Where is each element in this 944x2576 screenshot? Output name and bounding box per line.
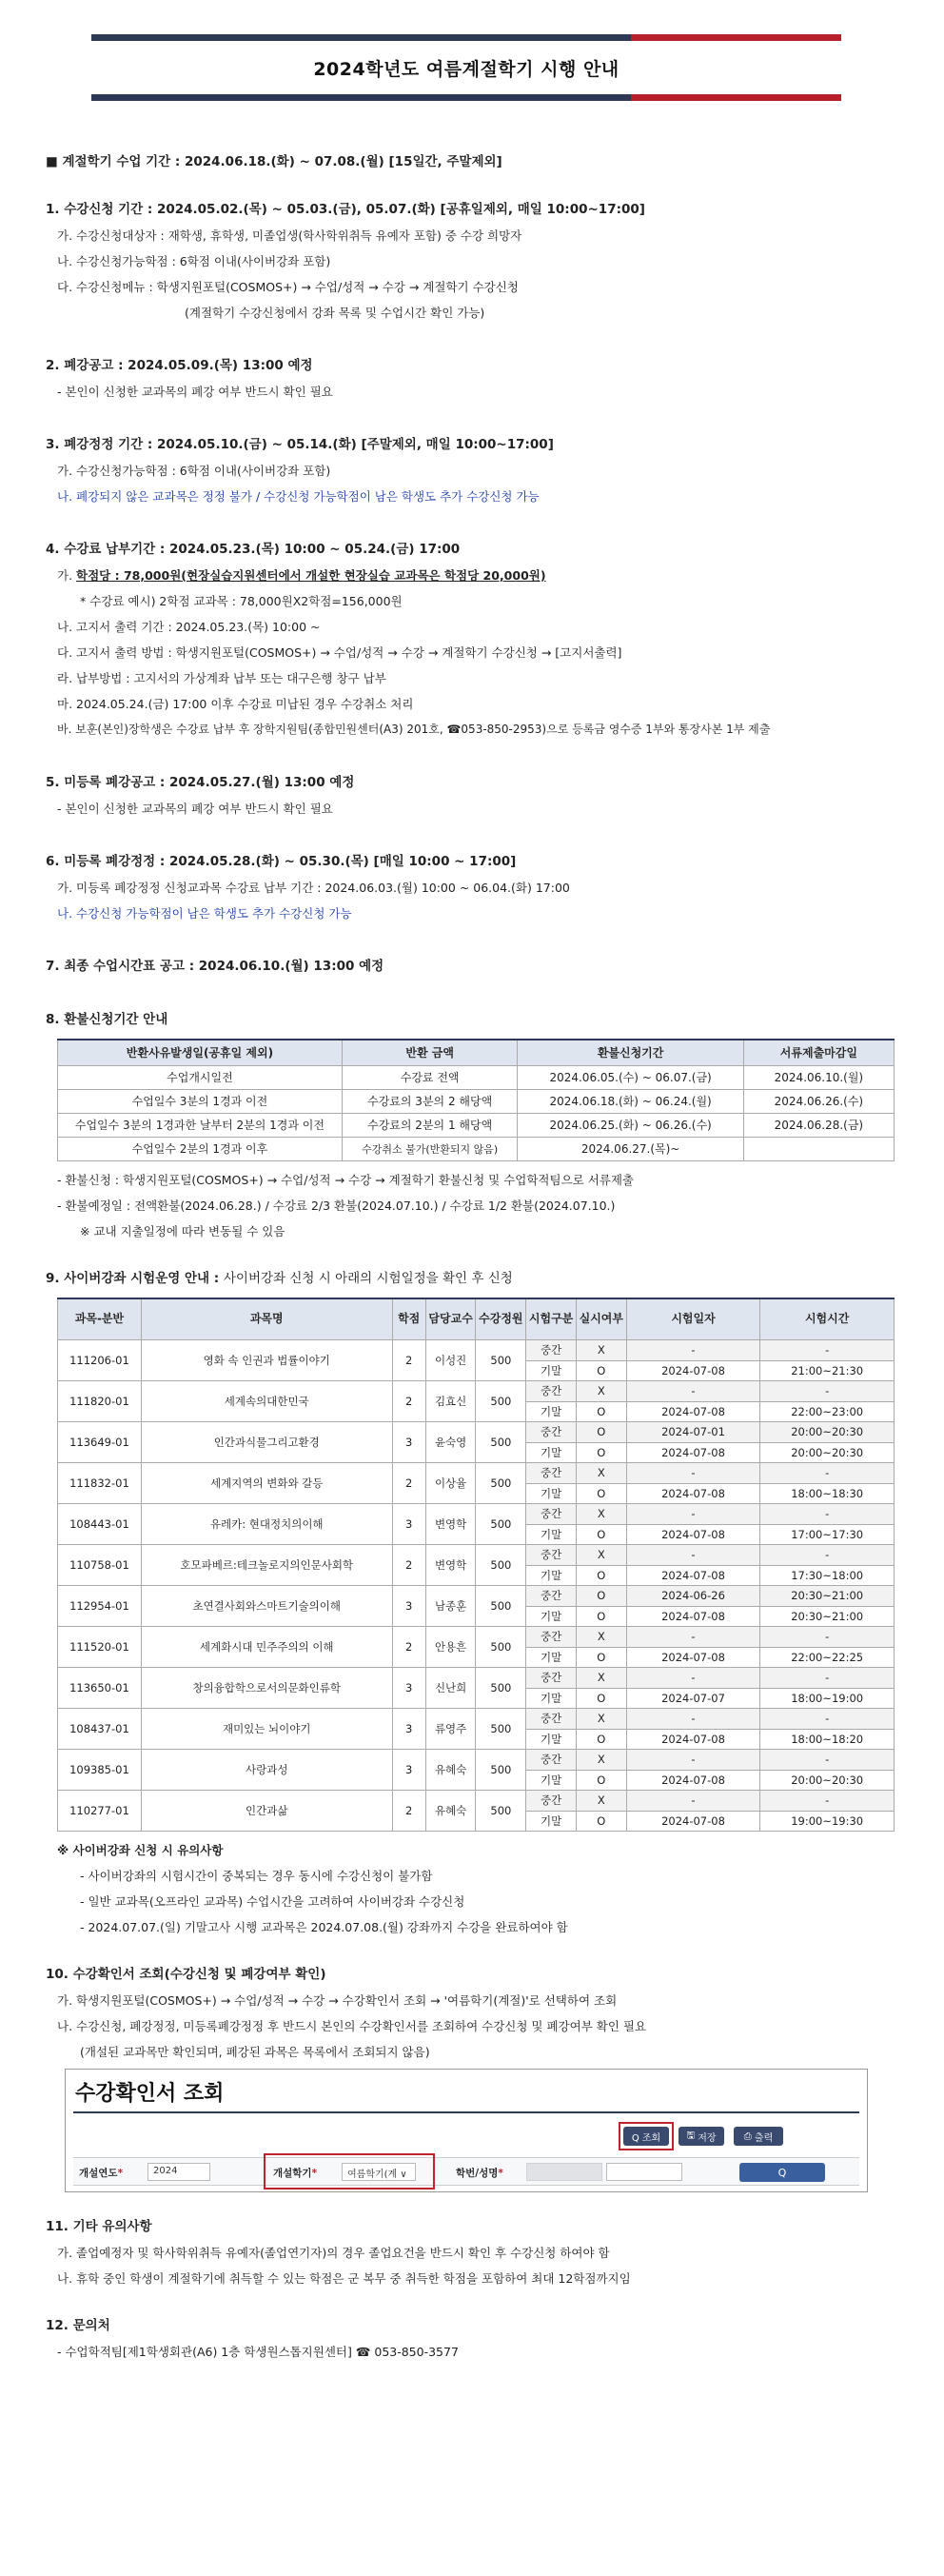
exam-cell: - (760, 1791, 895, 1812)
course-prof: 이상율 (425, 1463, 476, 1504)
section-heading: 11. 기타 유의사항 (46, 2219, 152, 2234)
search-go-button[interactable]: Q (739, 2163, 825, 2182)
course-cap: 500 (476, 1586, 526, 1627)
refund-row (58, 1113, 895, 1137)
course-cap: 500 (476, 1668, 526, 1709)
course-cap: 500 (476, 1340, 526, 1381)
section-confirmation (46, 1961, 889, 2192)
exam-row (58, 1668, 895, 1689)
exam-cell: 기말 (526, 1442, 577, 1463)
refund-note: - 환불신청 : 학생지원포털(COSMOS+) → 수업/성적 → 수강 → 계절학기 환불신청 및 수업학적팀으로 서류제출 (57, 1172, 634, 1187)
exam-cell: 기말 (526, 1401, 577, 1422)
table-cell: 수강료 전액 (342, 1065, 518, 1089)
exam-cell: - (760, 1750, 895, 1771)
section-item: 가. 수강신청대상자 : 재학생, 휴학생, 미졸업생(학사학위취득 유예자 포함) 중 수강 희망자 (57, 228, 522, 243)
section-item: 나. 휴학 중인 학생이 계절학기에 취득할 수 있는 학점은 군 복무 중 취득한 학점을 포함하여 최대 12학점까지임 (57, 2271, 631, 2286)
course-prof: 윤숙영 (425, 1422, 476, 1463)
section-heading: 2. 폐강공고 : 2024.05.09.(목) 13:00 예정 (46, 358, 313, 373)
course-code: 110758-01 (58, 1545, 142, 1586)
save-button[interactable]: 🖫 저장 (678, 2127, 724, 2146)
column-header: 반환 금액 (342, 1040, 518, 1065)
table-cell: 2024.06.26.(수) (743, 1089, 894, 1113)
exam-cell: - (626, 1750, 760, 1771)
course-code: 113649-01 (58, 1422, 142, 1463)
exam-cell: 2024-07-08 (626, 1524, 760, 1545)
exam-cell: 2024-07-08 (626, 1647, 760, 1668)
course-prof: 안용흔 (425, 1627, 476, 1668)
course-cap: 500 (476, 1381, 526, 1422)
exam-cell: 2024-07-07 (626, 1688, 760, 1709)
title-bottom-rule (91, 94, 841, 101)
section-refund (46, 1006, 889, 1244)
section-item: 가. 미등록 폐강정정 신청교과목 수강료 납부 기간 : 2024.06.03.(월) 10:00 ~ 06.04.(화) 17:00 (57, 881, 570, 895)
section-heading: 5. 미등록 폐강공고 : 2024.05.27.(월) 13:00 예정 (46, 775, 355, 790)
exam-row (58, 1627, 895, 1648)
column-header: 실시여부 (576, 1298, 626, 1340)
exam-cell: 중간 (526, 1709, 577, 1730)
refund-note: ※ 교내 지출일정에 따라 변동될 수 있음 (80, 1223, 285, 1238)
table-cell: 수강취소 불가(반환되지 않음) (342, 1137, 518, 1160)
exam-row (58, 1791, 895, 1812)
exam-cell: 20:30~21:00 (760, 1586, 895, 1607)
course-code: 112954-01 (58, 1586, 142, 1627)
section-item: 가. 수강신청가능학점 : 6학점 이내(사이버강좌 포함) (57, 464, 331, 478)
course-prof: 유혜숙 (425, 1791, 476, 1832)
title-banner (91, 34, 841, 101)
exam-cell: 기말 (526, 1811, 577, 1832)
course-cap: 500 (476, 1627, 526, 1668)
exam-row (58, 1422, 895, 1443)
screen-title: 수강확인서 조회 (75, 2082, 225, 2106)
table-cell: 수업일수 2분의 1경과 이후 (58, 1137, 343, 1160)
exam-cell: 중간 (526, 1750, 577, 1771)
exam-cell: 중간 (526, 1545, 577, 1566)
column-header: 반환사유발생일(공휴일 제외) (58, 1040, 343, 1065)
exam-cell: O (576, 1483, 626, 1504)
exam-cell: 중간 (526, 1504, 577, 1525)
exam-row (58, 1545, 895, 1566)
term-select[interactable]: 여름학기(계 ∨ (342, 2163, 416, 2181)
course-cap: 500 (476, 1709, 526, 1750)
exam-cell: 17:00~17:30 (760, 1524, 895, 1545)
exam-cell: - (760, 1545, 895, 1566)
course-cap: 500 (476, 1750, 526, 1791)
section-item: 가. 졸업예정자 및 학사학위취득 유예자(졸업연기자)의 경우 졸업요건을 반드시 확인 후 수강신청 하여야 함 (57, 2246, 610, 2260)
exam-cell: 2024-07-08 (626, 1606, 760, 1627)
section-item: 가. 학생지원포털(COSMOS+) → 수업/성적 → 수강 → 수강확인서 조회 → '여름학기(계절)'로 선택하여 조회 (57, 1993, 618, 2008)
course-name: 유레카: 현대정치의이해 (141, 1504, 392, 1545)
exam-cell: X (576, 1709, 626, 1730)
column-header: 담당교수 (425, 1298, 476, 1340)
cyber-note: - 2024.07.07.(일) 기말고사 시행 교과목은 2024.07.08.(월) 강좌까지 수강을 완료하여야 함 (80, 1920, 568, 1934)
section-item: - 본인이 신청한 교과목의 폐강 여부 반드시 확인 필요 (57, 385, 333, 399)
section-heading: 4. 수강료 납부기간 : 2024.05.23.(목) 10:00 ~ 05.24.(금) 17:00 (46, 542, 461, 557)
section-tuition (46, 536, 889, 743)
course-cap: 500 (476, 1463, 526, 1504)
course-cap: 500 (476, 1545, 526, 1586)
course-prof: 류영주 (425, 1709, 476, 1750)
exam-cell: 기말 (526, 1770, 577, 1791)
section-closure-notice (46, 352, 889, 405)
section-item: 바. 보훈(본인)장학생은 수강료 납부 후 장학지원팀(종합민원센터(A3) 201호, ☎053-850-2953)으로 등록금 영수증 1부와 통장사본 1부 제출 (57, 723, 771, 736)
course-credit: 2 (392, 1381, 425, 1422)
section-unregistered-closure (46, 769, 889, 822)
cyber-note: - 일반 교과목(오프라인 교과목) 수업시간을 고려하여 사이버강좌 수강신청 (80, 1894, 465, 1909)
search-button[interactable]: Q 조회 (623, 2127, 669, 2146)
cyber-note-heading: ※ 사이버강좌 신청 시 유의사항 (57, 1843, 224, 1857)
course-code: 108437-01 (58, 1709, 142, 1750)
course-credit: 2 (392, 1791, 425, 1832)
course-code: 111206-01 (58, 1340, 142, 1381)
exam-cell: X (576, 1463, 626, 1484)
section-item: - 본인이 신청한 교과목의 폐강 여부 반드시 확인 필요 (57, 802, 333, 816)
cyber-note: - 사이버강좌의 시험시간이 중복되는 경우 동시에 수강신청이 불가함 (80, 1869, 433, 1883)
course-name: 세계화시대 민주주의의 이해 (141, 1627, 392, 1668)
table-cell: 2024.06.18.(화) ~ 06.24.(월) (518, 1089, 743, 1113)
exam-cell: X (576, 1627, 626, 1648)
section-heading: 7. 최종 수업시간표 공고 : 2024.06.10.(월) 13:00 예정 (46, 959, 384, 974)
section-heading: 3. 폐강정정 기간 : 2024.05.10.(금) ~ 05.14.(화) [주말제외, 매일 10:00~17:00] (46, 437, 554, 452)
exam-cell: 20:30~21:00 (760, 1606, 895, 1627)
column-header: 서류제출마감일 (743, 1040, 894, 1065)
exam-cell: O (576, 1606, 626, 1627)
section-heading: 12. 문의처 (46, 2318, 110, 2333)
exam-cell: O (576, 1524, 626, 1545)
section-other (46, 2213, 889, 2291)
course-credit: 3 (392, 1586, 425, 1627)
table-cell: 수업일수 3분의 1경과 이전 (58, 1089, 343, 1113)
year-input[interactable]: 2024 (148, 2163, 210, 2181)
course-credit: 3 (392, 1709, 425, 1750)
term-label: 개설학기* (273, 2168, 318, 2179)
section-cyber-exams (46, 1265, 889, 1941)
section-heading: 6. 미등록 폐강정정 : 2024.05.28.(화) ~ 05.30.(목) [매일 10:00 ~ 17:00] (46, 854, 517, 869)
exam-cell: - (626, 1791, 760, 1812)
course-code: 113650-01 (58, 1668, 142, 1709)
exam-cell: 기말 (526, 1688, 577, 1709)
exam-cell: 기말 (526, 1647, 577, 1668)
course-credit: 2 (392, 1627, 425, 1668)
page-title: 2024학년도 여름계절학기 시행 안내 (313, 58, 620, 80)
section-item: 나. 수강신청가능학점 : 6학점 이내(사이버강좌 포함) (57, 254, 331, 268)
print-icon: ⎙ (743, 2130, 755, 2142)
exam-cell: 20:00~20:30 (760, 1770, 895, 1791)
table-cell: 수강료의 3분의 2 해당액 (342, 1089, 518, 1113)
exam-cell: O (576, 1647, 626, 1668)
exam-cell: 중간 (526, 1381, 577, 1402)
table-cell: 2024.06.27.(목)~ (518, 1137, 743, 1160)
exam-cell: 19:00~19:30 (760, 1811, 895, 1832)
section-item: (개설된 교과목만 확인되며, 폐강된 과목은 목록에서 조회되지 않음) (80, 2045, 430, 2059)
exam-cell: 중간 (526, 1586, 577, 1607)
exam-cell: 2024-07-08 (626, 1770, 760, 1791)
exam-cell: O (576, 1442, 626, 1463)
course-name: 호모파베르:테크놀로지의인문사회학 (141, 1545, 392, 1586)
section-registration (46, 196, 889, 326)
exam-cell: X (576, 1791, 626, 1812)
section-heading: 10. 수강확인서 조회(수강신청 및 폐강여부 확인) (46, 1967, 326, 1982)
section-heading: 9. 사이버강좌 시험운영 안내 : 사이버강좌 신청 시 아래의 시험일정을 확인 후 신청 (46, 1270, 513, 1286)
exam-row (58, 1340, 895, 1361)
section-contact (46, 2312, 889, 2365)
column-header: 학점 (392, 1298, 425, 1340)
course-name: 인간과삶 (141, 1791, 392, 1832)
exam-cell: 2024-07-08 (626, 1401, 760, 1422)
exam-cell: 22:00~22:25 (760, 1647, 895, 1668)
refund-table (57, 1039, 895, 1161)
exam-cell: 2024-07-08 (626, 1565, 760, 1586)
course-code: 109385-01 (58, 1750, 142, 1791)
student-label: 학번/성명* (456, 2168, 503, 2179)
column-header: 시험시간 (760, 1298, 895, 1340)
column-header: 과목-분반 (58, 1298, 142, 1340)
column-header: 시험일자 (626, 1298, 760, 1340)
course-name: 재미있는 뇌이야기 (141, 1709, 392, 1750)
course-name: 세계속의대한민국 (141, 1381, 392, 1422)
course-prof: 유혜숙 (425, 1750, 476, 1791)
exam-cell: - (760, 1504, 895, 1525)
student-name-input[interactable] (606, 2163, 682, 2181)
exam-cell: O (576, 1401, 626, 1422)
exam-row (58, 1750, 895, 1771)
course-prof: 변영학 (425, 1545, 476, 1586)
exam-cell: 21:00~21:30 (760, 1360, 895, 1381)
exam-cell: 중간 (526, 1668, 577, 1689)
confirmation-screenshot (65, 2069, 868, 2192)
section-item: 나. 고지서 출력 기간 : 2024.05.23.(목) 10:00 ~ (57, 620, 321, 634)
exam-cell: 18:00~19:00 (760, 1688, 895, 1709)
exam-cell: - (760, 1709, 895, 1730)
refund-note: - 환불예정일 : 전액환불(2024.06.28.) / 수강료 2/3 환불(2024.07.10.) / 수강료 1/2 환불(2024.07.10.) (57, 1198, 616, 1213)
exam-cell: 18:00~18:20 (760, 1729, 895, 1750)
exam-cell: - (760, 1381, 895, 1402)
exam-cell: 기말 (526, 1524, 577, 1545)
exam-cell: 18:00~18:30 (760, 1483, 895, 1504)
exam-cell: - (626, 1668, 760, 1689)
course-credit: 3 (392, 1422, 425, 1463)
course-credit: 2 (392, 1545, 425, 1586)
course-credit: 3 (392, 1504, 425, 1545)
exam-row (58, 1504, 895, 1525)
exam-cell: O (576, 1688, 626, 1709)
section-correction (46, 431, 889, 509)
column-header: 환불신청기간 (518, 1040, 743, 1065)
exam-cell: O (576, 1360, 626, 1381)
section-item: 나. 폐강되지 않은 교과목은 정정 불가 / 수강신청 가능학점이 남은 학생도 추가 수강신청 가능 (57, 489, 540, 504)
exam-cell: O (576, 1565, 626, 1586)
exam-cell: X (576, 1668, 626, 1689)
section-item: (계절학기 수강신청에서 강좌 목록 및 수업시간 확인 가능) (185, 306, 485, 320)
table-cell: 수업개시일전 (58, 1065, 343, 1089)
section-item: 다. 고지서 출력 방법 : 학생지원포털(COSMOS+) → 수업/성적 → 수강 → 계절학기 수강신청 → [고지서출력] (57, 645, 622, 660)
course-credit: 2 (392, 1463, 425, 1504)
course-code: 111520-01 (58, 1627, 142, 1668)
exam-cell: X (576, 1750, 626, 1771)
exam-cell: 22:00~23:00 (760, 1401, 895, 1422)
exam-cell: 중간 (526, 1627, 577, 1648)
exam-cell: 2024-06-26 (626, 1586, 760, 1607)
exam-cell: O (576, 1770, 626, 1791)
exam-cell: - (626, 1340, 760, 1361)
section-item: 가. 학점당 : 78,000원(현장실습지원센터에서 개설한 현장실습 교과목은 학점당 20,000원) (57, 568, 546, 583)
table-cell: 2024.06.05.(수) ~ 06.07.(금) (518, 1065, 743, 1089)
exam-cell: 2024-07-08 (626, 1483, 760, 1504)
exam-cell: - (626, 1381, 760, 1402)
table-cell: 수강료의 2분의 1 해당액 (342, 1113, 518, 1137)
section-unregistered-correction (46, 848, 889, 926)
exam-cell: O (576, 1422, 626, 1443)
course-prof: 신난희 (425, 1668, 476, 1709)
exam-cell: X (576, 1545, 626, 1566)
exam-cell: 기말 (526, 1729, 577, 1750)
table-cell: 2024.06.28.(금) (743, 1113, 894, 1137)
refund-row (58, 1089, 895, 1113)
print-button[interactable]: ⎙ 출력 (734, 2127, 783, 2146)
exam-row (58, 1586, 895, 1607)
student-id-input[interactable] (526, 2163, 602, 2181)
section-item: * 수강료 예시) 2학점 교과목 : 78,000원X2학점=156,000원 (80, 594, 403, 608)
exam-table (57, 1298, 895, 1833)
course-cap: 500 (476, 1422, 526, 1463)
course-prof: 김효신 (425, 1381, 476, 1422)
exam-cell: 17:30~18:00 (760, 1565, 895, 1586)
section-item: 나. 수강신청 가능학점이 남은 학생도 추가 수강신청 가능 (57, 906, 352, 921)
course-credit: 2 (392, 1340, 425, 1381)
course-cap: 500 (476, 1791, 526, 1832)
exam-cell: 기말 (526, 1565, 577, 1586)
course-code: 111820-01 (58, 1381, 142, 1422)
course-name: 인간과식물그리고환경 (141, 1422, 392, 1463)
course-prof: 이성진 (425, 1340, 476, 1381)
search-form (73, 2157, 859, 2186)
period-heading: ■ 계절학기 수업 기간 : 2024.06.18.(화) ~ 07.08.(월) [15일간, 주말제외] (46, 154, 502, 169)
exam-cell: 20:00~20:30 (760, 1422, 895, 1443)
section-heading: 1. 수강신청 기간 : 2024.05.02.(목) ~ 05.03.(금), 05.07.(화) [공휴일제외, 매일 10:00~17:00] (46, 202, 645, 217)
exam-cell: 중간 (526, 1791, 577, 1812)
exam-cell: O (576, 1811, 626, 1832)
exam-cell: 기말 (526, 1483, 577, 1504)
exam-row (58, 1381, 895, 1402)
exam-cell: 중간 (526, 1422, 577, 1443)
exam-cell: - (626, 1627, 760, 1648)
exam-cell: - (760, 1627, 895, 1648)
exam-cell: 기말 (526, 1360, 577, 1381)
exam-cell: X (576, 1381, 626, 1402)
exam-cell: X (576, 1340, 626, 1361)
section-heading: 8. 환불신청기간 안내 (46, 1012, 168, 1027)
refund-row (58, 1137, 895, 1160)
course-prof: 변영학 (425, 1504, 476, 1545)
course-name: 세계지역의 변화와 갈등 (141, 1463, 392, 1504)
exam-row (58, 1709, 895, 1730)
refund-row (58, 1065, 895, 1089)
table-cell: 2024.06.25.(화) ~ 06.26.(수) (518, 1113, 743, 1137)
course-code: 111832-01 (58, 1463, 142, 1504)
contact-info: - 수업학적팀[제1학생회관(A6) 1층 학생원스톱지원센터] ☎ 053-850-3577 (57, 2345, 459, 2359)
year-label: 개설연도* (79, 2168, 124, 2179)
exam-cell: - (626, 1545, 760, 1566)
table-cell (743, 1137, 894, 1160)
column-header: 수강정원 (476, 1298, 526, 1340)
section-item: 나. 수강신청, 폐강정정, 미등록폐강정정 후 반드시 본인의 수강확인서를 조회하여 수강신청 및 폐강여부 확인 필요 (57, 2019, 647, 2033)
title-top-rule (91, 34, 841, 41)
exam-cell: 20:00~20:30 (760, 1442, 895, 1463)
course-name: 사랑과성 (141, 1750, 392, 1791)
table-cell: 수업일수 3분의 1경과한 날부터 2분의 1경과 이전 (58, 1113, 343, 1137)
table-cell: 2024.06.10.(월) (743, 1065, 894, 1089)
save-icon: 🖫 (686, 2130, 698, 2141)
course-code: 110277-01 (58, 1791, 142, 1832)
exam-row (58, 1463, 895, 1484)
exam-cell: 중간 (526, 1463, 577, 1484)
exam-cell: - (626, 1463, 760, 1484)
exam-cell: 중간 (526, 1340, 577, 1361)
exam-cell: 2024-07-08 (626, 1811, 760, 1832)
course-name: 영화 속 인권과 법률이야기 (141, 1340, 392, 1381)
exam-cell: X (576, 1504, 626, 1525)
section-item: 마. 2024.05.24.(금) 17:00 이후 수강료 미납된 경우 수강취소 처리 (57, 697, 414, 711)
fee-per-credit: 학점당 : 78,000원(현장실습지원센터에서 개설한 현장실습 교과목은 학점당 20,000원) (76, 568, 546, 583)
exam-cell: - (760, 1668, 895, 1689)
exam-cell: O (576, 1586, 626, 1607)
exam-cell: 2024-07-08 (626, 1360, 760, 1381)
exam-cell: O (576, 1729, 626, 1750)
column-header: 시험구분 (526, 1298, 577, 1340)
exam-cell: - (626, 1504, 760, 1525)
exam-cell: 2024-07-08 (626, 1729, 760, 1750)
section-item: 다. 수강신청메뉴 : 학생지원포털(COSMOS+) → 수업/성적 → 수강 → 계절학기 수강신청 (57, 280, 519, 294)
course-name: 창의융합학으로서의문화인류학 (141, 1668, 392, 1709)
section-item: 라. 납부방법 : 고지서의 가상계좌 납부 또는 대구은행 창구 납부 (57, 671, 386, 685)
exam-cell: 2024-07-01 (626, 1422, 760, 1443)
exam-cell: - (760, 1463, 895, 1484)
notice-content (46, 149, 889, 2365)
course-code: 108443-01 (58, 1504, 142, 1545)
course-prof: 남종훈 (425, 1586, 476, 1627)
exam-cell: 2024-07-08 (626, 1442, 760, 1463)
course-name: 초연결사회와스마트기술의이해 (141, 1586, 392, 1627)
exam-cell: - (626, 1709, 760, 1730)
column-header: 과목명 (141, 1298, 392, 1340)
course-credit: 3 (392, 1668, 425, 1709)
exam-cell: 기말 (526, 1606, 577, 1627)
course-cap: 500 (476, 1504, 526, 1545)
exam-cell: - (760, 1340, 895, 1361)
course-credit: 3 (392, 1750, 425, 1791)
